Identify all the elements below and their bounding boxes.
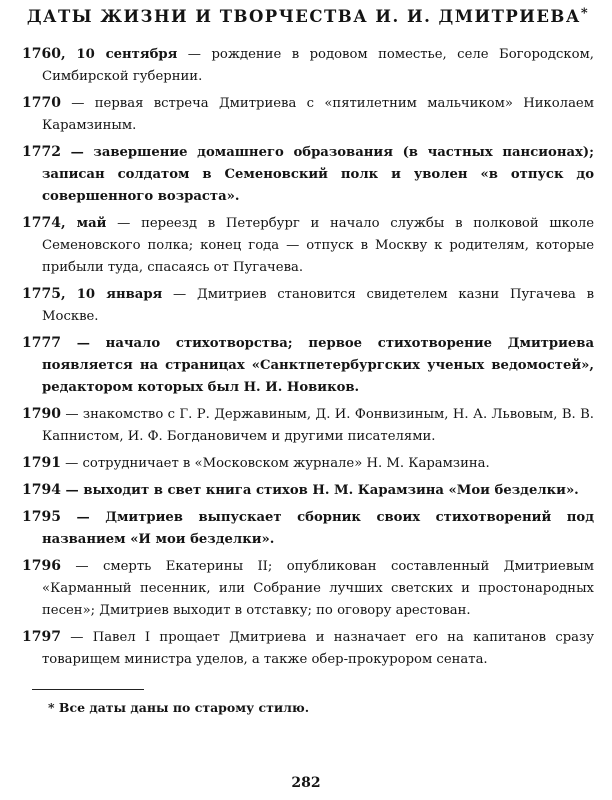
chronology-entry — [22, 403, 594, 448]
entry-text: — завершение домашнего образования (в частных пансионах); записан солдатом в Семеновский полк и уволен «в отпуск до совершенного возраста». — [42, 145, 594, 204]
chronology-entry — [22, 626, 594, 671]
chronology-list — [22, 43, 594, 671]
entry-year: 1760 — [22, 46, 61, 62]
entry-date: , 10 января — [60, 287, 163, 302]
entry-text: — Дмитриев выпускает сборник своих стихотворений под названием «И мои безделки». — [42, 510, 594, 547]
entry-year: 1777 — [22, 335, 61, 351]
chronology-entry — [22, 141, 594, 208]
entry-text: — рождение в родовом поместье, селе Богородском, Симбирской губернии. — [42, 47, 595, 84]
chronology-entry — [22, 212, 594, 279]
entry-text: — начало стихотворства; первое стихотворение Дмитриева появляется на страницах «Санктпетербургских ученых ведомостей», редактором которых был Н. И. Новиков. — [42, 336, 594, 395]
entry-text: — Дмитриев становится свидетелем казни Пугачева в Москве. — [42, 287, 594, 324]
entry-year: 1794 — [22, 482, 61, 498]
entry-text: — сотрудничает в «Московском журнале» Н. М. Карамзина. — [60, 456, 490, 471]
entry-text: — Павел I прощает Дмитриева и назначает его на капитанов сразу товарищем министра уделов, а также обер-прокурором сената. — [42, 630, 594, 667]
chronology-entry — [22, 92, 594, 137]
chronology-entry — [22, 506, 594, 551]
entry-year: 1770 — [22, 95, 61, 111]
page-title — [22, 6, 594, 26]
chronology-entry — [22, 479, 594, 502]
entry-year: 1791 — [22, 455, 61, 471]
entry-year: 1775 — [22, 286, 61, 302]
entry-year: 1796 — [22, 558, 61, 574]
chronology-entry — [22, 555, 594, 622]
title-footnote-mark: * — [580, 6, 590, 21]
entry-text: — смерть Екатерины II; опубликован составленный Дмитриевым «Карманный песенник, или Собрание лучших светских и простонародных песен»; Дмитриев выходит в отставку; по оговору арестован. — [42, 559, 594, 618]
entry-year: 1772 — [22, 144, 61, 160]
footnote: * Все даты даны по старому стилю. — [48, 700, 310, 715]
entry-text: — переезд в Петербург и начало службы в полковой школе Семеновского полка; конец года — отпуск в Москву к родителям, которые прибыли туда, спасаясь от Пугачева. — [42, 216, 594, 275]
entry-text: — первая встреча Дмитриева с «пятилетним мальчиком» Николаем Карамзиным. — [42, 96, 594, 133]
chronology-entry — [22, 452, 594, 475]
title-text: ДАТЫ ЖИЗНИ И ТВОРЧЕСТВА И. И. ДМИТРИЕВА — [26, 7, 581, 26]
entry-year: 1797 — [22, 629, 61, 645]
chronology-entry — [22, 332, 594, 399]
entry-text: — знакомство с Г. Р. Державиным, Д. И. Фонвизиным, Н. А. Львовым, В. В. Капнистом, И. Ф. Богдановичем и другими писателями. — [42, 407, 594, 444]
entry-year: 1790 — [22, 406, 61, 422]
footnote-divider — [32, 689, 144, 690]
entry-date: , май — [60, 216, 107, 231]
chronology-entry — [22, 283, 594, 328]
chronology-entry — [22, 43, 594, 88]
entry-year: 1774 — [22, 215, 61, 231]
entry-date: , 10 сентября — [60, 47, 178, 62]
entry-year: 1795 — [22, 509, 61, 525]
page-number: 282 — [291, 775, 321, 791]
entry-text: — выходит в свет книга стихов Н. М. Карамзина «Мои безделки». — [60, 483, 579, 498]
